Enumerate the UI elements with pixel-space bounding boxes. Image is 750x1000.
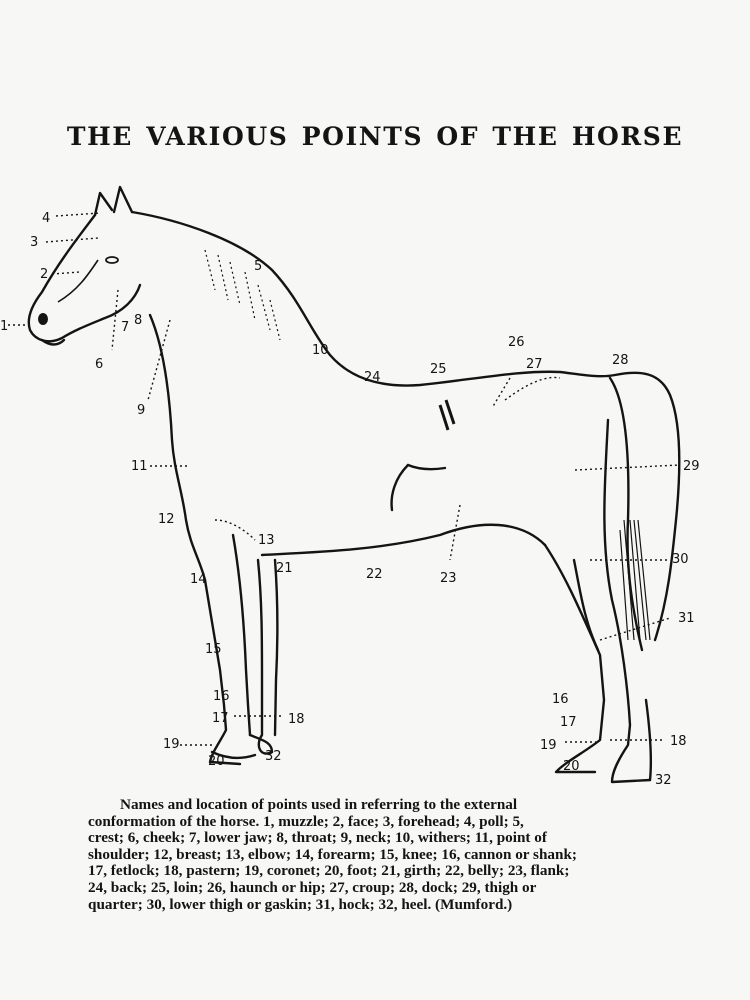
leader-lines: [8, 213, 680, 745]
label-3: 3: [30, 235, 39, 250]
label-19: 19: [163, 737, 180, 752]
label-14: 14: [190, 572, 207, 587]
label-11: 11: [131, 459, 148, 474]
label-28: 28: [612, 353, 629, 368]
label-26: 26: [508, 335, 525, 350]
label-10: 10: [312, 343, 329, 358]
label-9: 9: [137, 403, 146, 418]
label-2: 2: [40, 267, 49, 282]
label-29: 29: [683, 459, 700, 474]
caption-line: crest; 6, cheek; 7, lower jaw; 8, throat; 9, neck; 10, withers; 11, point of: [88, 829, 547, 847]
label-18: 18: [288, 712, 305, 727]
label-19-hind: 19: [540, 738, 557, 753]
label-25: 25: [430, 362, 447, 377]
caption-line: 17, fetlock; 18, pastern; 19, coronet; 20, foot; 21, girth; 22, belly; 23, flank;: [88, 862, 570, 880]
label-1: 1: [0, 319, 9, 334]
label-13: 13: [258, 533, 275, 548]
horse-outline: [29, 187, 680, 782]
label-8: 8: [134, 313, 143, 328]
point-labels: [0, 211, 700, 788]
label-21: 21: [276, 561, 293, 576]
label-23: 23: [440, 571, 457, 586]
label-17-hind: 17: [560, 715, 577, 730]
label-18-hind: 18: [670, 734, 687, 749]
caption-line: quarter; 30, lower thigh or gaskin; 31, hock; 32, heel. (Mumford.): [88, 895, 513, 913]
caption-line: conformation of the horse. 1, muzzle; 2, face; 3, forehead; 4, poll; 5,: [88, 812, 524, 830]
caption-line: Names and location of points used in referring to the external: [120, 796, 518, 813]
label-6: 6: [95, 357, 104, 372]
head-details: [38, 250, 454, 430]
caption-line: shoulder; 12, breast; 13, elbow; 14, forearm; 15, knee; 16, cannon or shank;: [88, 845, 577, 863]
label-17: 17: [212, 711, 229, 726]
label-27: 27: [526, 357, 543, 372]
label-22: 22: [366, 567, 383, 582]
label-5: 5: [254, 259, 263, 274]
label-31: 31: [678, 611, 695, 626]
label-7: 7: [121, 320, 130, 335]
diagram-title: THE VARIOUS POINTS OF THE HORSE: [66, 122, 684, 151]
label-16-hind: 16: [552, 692, 569, 707]
nostril: [38, 313, 48, 325]
label-20-hind: 20: [563, 759, 580, 774]
caption-line: 24, back; 25, loin; 26, haunch or hip; 27, croup; 28, dock; 29, thigh or: [88, 878, 537, 896]
label-4: 4: [42, 211, 51, 226]
label-30: 30: [672, 552, 689, 567]
label-15: 15: [205, 642, 222, 657]
eye: [106, 257, 118, 263]
label-16: 16: [213, 689, 230, 704]
caption: [88, 797, 694, 913]
label-32-hind: 32: [655, 773, 672, 788]
label-12: 12: [158, 512, 175, 527]
label-24: 24: [364, 370, 381, 385]
label-32: 32: [265, 749, 282, 764]
label-20: 20: [208, 754, 225, 769]
